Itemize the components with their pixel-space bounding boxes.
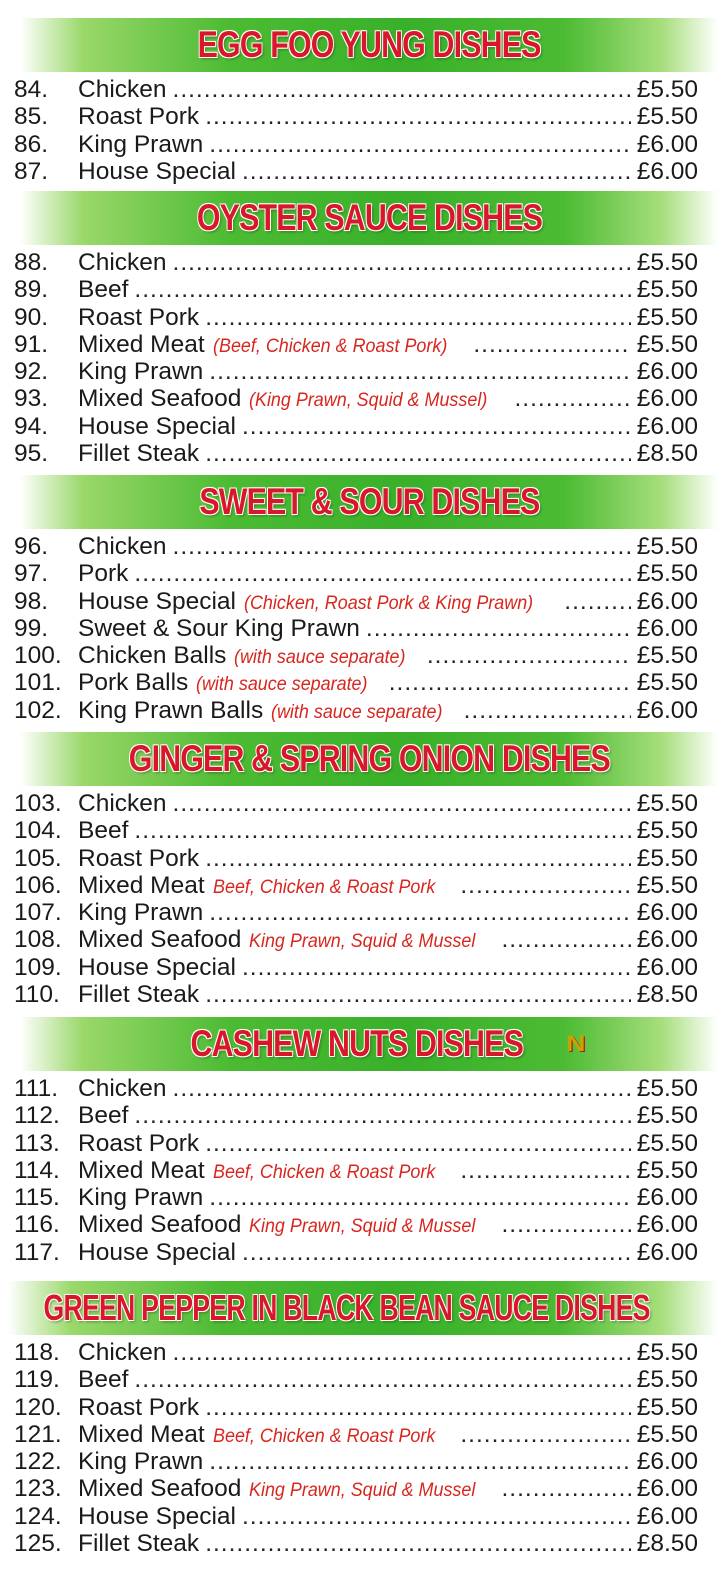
dot-leader bbox=[501, 926, 630, 953]
item-price: £5.50 bbox=[636, 103, 698, 131]
menu-item-row bbox=[0, 533, 728, 560]
menu-item-row bbox=[0, 872, 728, 899]
menu-item-row bbox=[0, 1503, 728, 1530]
item-name: Roast Pork bbox=[78, 103, 200, 131]
dot-leader bbox=[209, 358, 630, 385]
dot-leader bbox=[501, 1211, 630, 1238]
menu-item-row bbox=[0, 413, 728, 440]
item-number: 115. bbox=[14, 1184, 60, 1212]
menu-item-row bbox=[0, 1075, 728, 1102]
item-price: £5.50 bbox=[636, 1102, 698, 1130]
item-number: 113. bbox=[14, 1129, 60, 1157]
item-name: Chicken bbox=[78, 249, 167, 276]
item-price: £5.50 bbox=[636, 1129, 698, 1157]
item-name: House Special bbox=[78, 412, 236, 440]
item-number: 116. bbox=[14, 1211, 60, 1239]
menu-item-row bbox=[0, 1421, 728, 1448]
item-price: £6.00 bbox=[636, 1184, 698, 1212]
menu-item-row bbox=[0, 669, 728, 696]
menu-item-row bbox=[0, 1366, 728, 1393]
item-note: King Prawn, Squid & Mussel bbox=[249, 930, 476, 953]
dot-leader bbox=[209, 1184, 630, 1211]
menu-item-row bbox=[0, 158, 728, 185]
item-price: £5.50 bbox=[636, 669, 698, 697]
item-number: 104. bbox=[14, 817, 62, 845]
item-number: 102. bbox=[14, 696, 62, 724]
item-name: King Prawn bbox=[78, 1448, 204, 1476]
item-name: House Special bbox=[78, 953, 236, 981]
item-note: King Prawn, Squid & Mussel bbox=[249, 1215, 476, 1238]
item-number: 124. bbox=[14, 1502, 62, 1530]
menu-item-row bbox=[0, 954, 728, 981]
item-name: House Special bbox=[78, 587, 236, 615]
dot-leader bbox=[173, 76, 631, 103]
item-number: 103. bbox=[14, 790, 62, 817]
item-name: Mixed Seafood bbox=[78, 1475, 242, 1503]
item-list bbox=[0, 1335, 728, 1557]
item-name: Sweet & Sour King Prawn bbox=[78, 614, 360, 642]
item-price: £6.00 bbox=[636, 1502, 698, 1530]
section-oyster-sauce bbox=[0, 191, 728, 467]
dot-leader bbox=[209, 899, 630, 926]
item-price: £8.50 bbox=[636, 1530, 698, 1558]
menu-item-row bbox=[0, 1394, 728, 1421]
item-name: King Prawn bbox=[78, 130, 204, 158]
menu-item-row bbox=[0, 615, 728, 642]
item-name: Mixed Meat bbox=[78, 1420, 205, 1448]
item-name: Chicken bbox=[78, 533, 167, 560]
item-price: £5.50 bbox=[636, 1339, 698, 1366]
item-price: £6.00 bbox=[636, 385, 698, 413]
item-number: 100. bbox=[14, 642, 62, 670]
section-title: EGG FOO YUNG DISHES bbox=[197, 24, 541, 65]
menu-item-row bbox=[0, 103, 728, 130]
item-number: 110. bbox=[14, 981, 60, 1009]
item-number: 94. bbox=[14, 412, 49, 440]
item-number: 122. bbox=[14, 1448, 62, 1476]
item-list bbox=[0, 786, 728, 1008]
menu-item-row bbox=[0, 1530, 728, 1557]
item-name: Roast Pork bbox=[78, 844, 200, 872]
menu-item-row bbox=[0, 817, 728, 844]
item-name: Roast Pork bbox=[78, 1393, 200, 1421]
dot-leader bbox=[242, 158, 631, 185]
item-price: £5.50 bbox=[636, 1393, 698, 1421]
item-price: £5.50 bbox=[636, 1075, 698, 1102]
dot-leader bbox=[134, 560, 630, 587]
item-number: 93. bbox=[14, 385, 49, 413]
item-price: £8.50 bbox=[636, 981, 698, 1009]
item-note: (Beef, Chicken & Roast Pork) bbox=[212, 334, 447, 357]
menu-item-row bbox=[0, 697, 728, 724]
item-note: Beef, Chicken & Roast Pork bbox=[212, 875, 436, 898]
item-note: (with sauce separate) bbox=[271, 700, 443, 723]
menu-item-row bbox=[0, 1339, 728, 1366]
item-price: £6.00 bbox=[636, 157, 698, 185]
item-name: House Special bbox=[78, 157, 236, 185]
dot-leader bbox=[460, 1421, 630, 1448]
item-name: Beef bbox=[78, 276, 129, 304]
item-price: £5.50 bbox=[636, 844, 698, 872]
item-name: Fillet Steak bbox=[78, 981, 200, 1009]
item-price: £6.00 bbox=[636, 412, 698, 440]
item-name: King Prawn bbox=[78, 899, 204, 927]
item-price: £6.00 bbox=[636, 1475, 698, 1503]
menu-item-row bbox=[0, 1475, 728, 1502]
item-name: King Prawn Balls bbox=[78, 696, 264, 724]
item-number: 114. bbox=[14, 1156, 60, 1184]
dot-leader bbox=[205, 103, 631, 130]
item-list bbox=[0, 245, 728, 467]
item-name: Mixed Seafood bbox=[78, 926, 242, 954]
menu-item-row bbox=[0, 385, 728, 412]
item-number: 89. bbox=[14, 276, 49, 304]
section-banner bbox=[20, 18, 718, 72]
menu-item-row bbox=[0, 981, 728, 1008]
menu-item-row bbox=[0, 1157, 728, 1184]
item-number: 121. bbox=[14, 1420, 62, 1448]
menu-item-row bbox=[0, 131, 728, 158]
item-name: Mixed Meat bbox=[78, 330, 205, 358]
item-price: £6.00 bbox=[636, 696, 698, 724]
item-price: £6.00 bbox=[636, 953, 698, 981]
item-number: 87. bbox=[14, 157, 49, 185]
dot-leader bbox=[134, 817, 630, 844]
item-number: 101. bbox=[14, 669, 62, 697]
menu-item-row bbox=[0, 642, 728, 669]
item-price: £6.00 bbox=[636, 1211, 698, 1239]
menu-item-row bbox=[0, 440, 728, 467]
item-number: 84. bbox=[14, 76, 49, 103]
item-number: 111. bbox=[14, 1075, 59, 1102]
item-number: 98. bbox=[14, 587, 49, 615]
item-name: Roast Pork bbox=[78, 303, 200, 331]
dot-leader bbox=[205, 845, 631, 872]
item-name: King Prawn bbox=[78, 1184, 204, 1212]
menu-item-row bbox=[0, 358, 728, 385]
dot-leader bbox=[242, 413, 631, 440]
item-price: £5.50 bbox=[636, 249, 698, 276]
item-number: 85. bbox=[14, 103, 49, 131]
item-name: Mixed Meat bbox=[78, 1156, 205, 1184]
item-price: £5.50 bbox=[636, 642, 698, 670]
dot-leader bbox=[173, 249, 631, 276]
menu-item-row bbox=[0, 926, 728, 953]
item-number: 91. bbox=[14, 330, 49, 358]
dot-leader bbox=[205, 1394, 631, 1421]
item-number: 88. bbox=[14, 249, 49, 276]
item-number: 99. bbox=[14, 614, 49, 642]
item-name: Chicken bbox=[78, 76, 167, 103]
item-list bbox=[0, 529, 728, 724]
item-note: (Chicken, Roast Pork & King Prawn) bbox=[243, 591, 534, 614]
dot-leader bbox=[242, 1503, 631, 1530]
dot-leader bbox=[473, 331, 630, 358]
item-note: (with sauce separate) bbox=[234, 646, 406, 669]
item-name: Chicken bbox=[78, 1075, 167, 1102]
item-note: (with sauce separate) bbox=[196, 673, 368, 696]
item-name: House Special bbox=[78, 1238, 236, 1266]
menu-item-row bbox=[0, 1130, 728, 1157]
dot-leader bbox=[209, 131, 630, 158]
item-number: 107. bbox=[14, 899, 62, 927]
item-number: 120. bbox=[14, 1393, 62, 1421]
dot-leader bbox=[460, 872, 630, 899]
item-number: 117. bbox=[14, 1238, 60, 1266]
item-name: Chicken bbox=[78, 790, 167, 817]
dot-leader bbox=[173, 790, 631, 817]
item-number: 95. bbox=[14, 440, 49, 468]
item-number: 123. bbox=[14, 1475, 62, 1503]
menu-item-row bbox=[0, 1448, 728, 1475]
item-number: 92. bbox=[14, 358, 49, 386]
menu-item-row bbox=[0, 899, 728, 926]
item-note: King Prawn, Squid & Mussel bbox=[249, 1479, 476, 1502]
item-name: Fillet Steak bbox=[78, 440, 200, 468]
dot-leader bbox=[389, 669, 631, 696]
item-price: £6.00 bbox=[636, 1238, 698, 1266]
section-banner bbox=[20, 732, 718, 786]
menu-item-row bbox=[0, 331, 728, 358]
dot-leader bbox=[205, 1130, 631, 1157]
section-title: SWEET & SOUR DISHES bbox=[198, 481, 540, 522]
item-price: £5.50 bbox=[636, 790, 698, 817]
item-name: Chicken Balls bbox=[78, 642, 227, 670]
menu-item-row bbox=[0, 1102, 728, 1129]
section-title: GINGER & SPRING ONION DISHES bbox=[128, 738, 610, 779]
item-number: 106. bbox=[14, 871, 62, 899]
dot-leader bbox=[564, 588, 630, 615]
item-name: Mixed Meat bbox=[78, 871, 205, 899]
item-name: Beef bbox=[78, 1102, 129, 1130]
dot-leader bbox=[134, 276, 630, 303]
section-banner bbox=[20, 1017, 718, 1071]
item-note: (King Prawn, Squid & Mussel) bbox=[249, 389, 488, 412]
item-name: Mixed Seafood bbox=[78, 385, 242, 413]
dot-leader bbox=[460, 1157, 630, 1184]
menu-item-row bbox=[0, 276, 728, 303]
item-number: 109. bbox=[14, 953, 62, 981]
item-number: 90. bbox=[14, 303, 49, 331]
item-price: £5.50 bbox=[636, 1366, 698, 1394]
section-green-pepper-black-bean bbox=[0, 1281, 728, 1557]
item-number: 118. bbox=[14, 1339, 60, 1366]
section-cashew-nuts bbox=[0, 1017, 728, 1266]
item-name: Roast Pork bbox=[78, 1129, 200, 1157]
item-price: £5.50 bbox=[636, 817, 698, 845]
item-number: 86. bbox=[14, 130, 49, 158]
item-price: £5.50 bbox=[636, 1156, 698, 1184]
dot-leader bbox=[242, 954, 631, 981]
item-list bbox=[0, 72, 728, 185]
item-price: £5.50 bbox=[636, 560, 698, 588]
item-price: £6.00 bbox=[636, 358, 698, 386]
item-name: King Prawn bbox=[78, 358, 204, 386]
dot-leader bbox=[134, 1366, 630, 1393]
menu-item-row bbox=[0, 588, 728, 615]
section-title: GREEN PEPPER IN BLACK BEAN SAUCE DISHES bbox=[43, 1287, 651, 1328]
dot-leader bbox=[205, 440, 631, 467]
dot-leader bbox=[173, 1339, 631, 1366]
item-number: 125. bbox=[14, 1530, 62, 1558]
dot-leader bbox=[427, 642, 631, 669]
dot-leader bbox=[173, 1075, 631, 1102]
dot-leader bbox=[205, 1530, 631, 1557]
section-banner bbox=[20, 191, 718, 245]
menu-item-row bbox=[0, 1184, 728, 1211]
item-name: Pork bbox=[78, 560, 129, 588]
item-number: 105. bbox=[14, 844, 62, 872]
item-number: 108. bbox=[14, 926, 62, 954]
dot-leader bbox=[173, 533, 631, 560]
item-price: £5.50 bbox=[636, 330, 698, 358]
dot-leader bbox=[514, 385, 630, 412]
item-name: Chicken bbox=[78, 1339, 167, 1366]
item-price: £8.50 bbox=[636, 440, 698, 468]
menu-item-row bbox=[0, 249, 728, 276]
item-name: Fillet Steak bbox=[78, 1530, 200, 1558]
item-price: £6.00 bbox=[636, 926, 698, 954]
section-sweet-sour bbox=[0, 475, 728, 724]
item-list bbox=[0, 1071, 728, 1266]
nut-allergen-icon: N bbox=[566, 1031, 586, 1056]
menu-item-row bbox=[0, 1211, 728, 1238]
item-note: Beef, Chicken & Roast Pork bbox=[212, 1160, 436, 1183]
menu-item-row bbox=[0, 76, 728, 103]
dot-leader bbox=[209, 1448, 630, 1475]
dot-leader bbox=[464, 697, 631, 724]
dot-leader bbox=[501, 1475, 630, 1502]
dot-leader bbox=[242, 1239, 631, 1266]
item-price: £5.50 bbox=[636, 533, 698, 560]
item-name: Pork Balls bbox=[78, 669, 189, 697]
section-title: OYSTER SAUCE DISHES bbox=[196, 197, 542, 238]
menu-item-row bbox=[0, 304, 728, 331]
item-name: Mixed Seafood bbox=[78, 1211, 242, 1239]
item-price: £5.50 bbox=[636, 871, 698, 899]
item-number: 119. bbox=[14, 1366, 60, 1394]
item-price: £6.00 bbox=[636, 130, 698, 158]
dot-leader bbox=[205, 981, 631, 1008]
item-price: £6.00 bbox=[636, 899, 698, 927]
item-price: £6.00 bbox=[636, 587, 698, 615]
dot-leader bbox=[366, 615, 631, 642]
item-note: Beef, Chicken & Roast Pork bbox=[212, 1424, 436, 1447]
item-number: 112. bbox=[14, 1102, 60, 1130]
dot-leader bbox=[205, 304, 631, 331]
menu-item-row bbox=[0, 790, 728, 817]
item-name: House Special bbox=[78, 1502, 236, 1530]
item-price: £6.00 bbox=[636, 614, 698, 642]
section-egg-foo-yung bbox=[0, 18, 728, 185]
menu-item-row bbox=[0, 1239, 728, 1266]
section-title: CASHEW NUTS DISHES bbox=[190, 1023, 524, 1064]
item-name: Beef bbox=[78, 1366, 129, 1394]
menu-item-row bbox=[0, 560, 728, 587]
section-banner bbox=[20, 475, 718, 529]
item-name: Beef bbox=[78, 817, 129, 845]
item-price: £5.50 bbox=[636, 76, 698, 103]
section-ginger-spring-onion bbox=[0, 732, 728, 1008]
dot-leader bbox=[134, 1102, 630, 1129]
menu-item-row bbox=[0, 845, 728, 872]
section-banner bbox=[8, 1281, 718, 1335]
item-number: 96. bbox=[14, 533, 49, 560]
item-price: £5.50 bbox=[636, 1420, 698, 1448]
item-number: 97. bbox=[14, 560, 49, 588]
item-price: £5.50 bbox=[636, 276, 698, 304]
item-price: £5.50 bbox=[636, 303, 698, 331]
item-price: £6.00 bbox=[636, 1448, 698, 1476]
